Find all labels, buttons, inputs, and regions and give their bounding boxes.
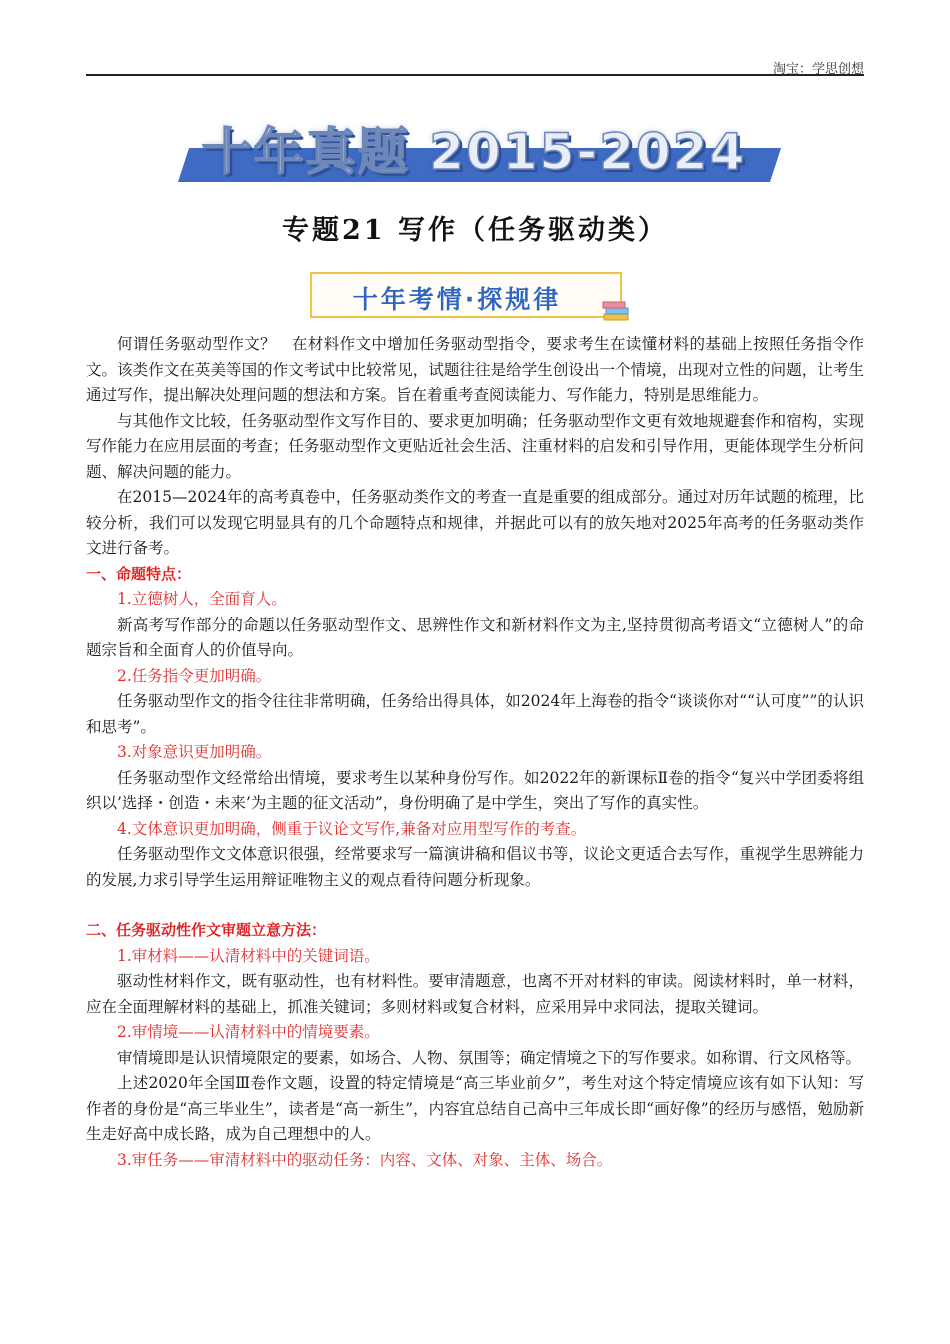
banner-text: 十年真题 2015-2024 <box>201 123 747 181</box>
section-badge <box>310 272 622 318</box>
intro-paragraph: 何谓任务驱动型作文？ 在材料作文中增加任务驱动型指令，要求考生在读懂材料的基础上按照任务指令作文。该类作文在英美等国的作文考试中比较常见，试题往往是给学生创设出一个情境，出现对立性的问题，让考生通过写作，提出解决处理问题的想法和方案。旨在着重考查阅读能力、写作能力，特别是思维能力。 <box>86 335 864 404</box>
body-paragraph: 上述2020年全国Ⅲ卷作文题，设置的特定情境是“高三毕业前夕”，考生对这个特定情境应该有如下认知：写作者的身份是“高三毕业生”，读者是“高一新生”，内容宜总结自己高中三年成长即“画好像”的经历与感悟，勉励新生走好高中成长路，成为自己理想中的人。 <box>86 1074 864 1143</box>
spacer <box>86 893 864 918</box>
subsection-heading: 2.任务指令更加明确。 <box>117 666 272 685</box>
body-paragraph: 任务驱动型作文文体意识很强，经常要求写一篇演讲稿和倡议书等，议论文更适合去写作，重视学生思辨能力的发展,力求引导学生运用辩证唯物主义的观点看待问题分析现象。 <box>86 845 864 889</box>
body-paragraph: 任务驱动型作文的指令往往非常明确，任务给出得具体，如2024年上海卷的指令“谈谈你对““认可度””的认识和思考”。 <box>86 692 864 736</box>
section-heading: 一、命题特点： <box>86 564 192 583</box>
intro-paragraph: 在2015—2024年的高考真卷中，任务驱动类作文的考查一直是重要的组成部分。通过对历年试题的梳理，比较分析，我们可以发现它明显具有的几个命题特点和规律，并据此可以有的放矢地对2025年高考的任务驱动类作文进行备考。 <box>86 488 864 557</box>
page-title: 专题21 写作（任务驱动类） <box>282 215 668 246</box>
books-icon <box>602 300 632 324</box>
subsection-heading: 4.文体意识更加明确，侧重于议论文写作,兼备对应用型写作的考查。 <box>117 819 587 838</box>
body-paragraph: 任务驱动型作文经常给出情境，要求考生以某种身份写作。如2022年的新课标Ⅱ卷的指令“复兴中学团委将组织以’选择・创造・未来’为主题的征文活动”，身份明确了是中学生，突出了写作的真实性。 <box>86 768 864 812</box>
header-source-text: 淘宝：学思创想 <box>772 62 864 77</box>
article-body <box>86 332 864 1173</box>
subsection-heading: 2.审情境——认清材料中的情境要素。 <box>117 1023 380 1041</box>
header-divider <box>86 74 864 76</box>
subsection-heading: 1.审材料——认清材料中的关键词语。 <box>117 946 380 965</box>
title-banner <box>178 112 770 184</box>
section-heading: 二、任务驱动性作文审题立意方法： <box>86 921 327 939</box>
intro-paragraph: 与其他作文比较，任务驱动型作文写作目的、要求更加明确；任务驱动型作文更有效地规避套作和宿构，实现写作能力在应用层面的考查；任务驱动型作文更贴近社会生活、注重材料的启发和引导作用，更能体现学生分析问题、解决问题的能力。 <box>86 411 864 481</box>
body-paragraph: 新高考写作部分的命题以任务驱动型作文、思辨性作文和新材料作文为主,坚持贯彻高考语文“立德树人”的命题宗旨和全面育人的价值导向。 <box>86 615 864 659</box>
subsection-heading: 3.对象意识更加明确。 <box>117 743 272 761</box>
badge-text: 十年考情·探规律 <box>352 285 562 314</box>
body-paragraph: 驱动性材料作文，既有驱动性，也有材料性。要审清题意，也离不开对材料的审读。阅读材料时，单一材料，应在全面理解材料的基础上，抓准关键词；多则材料或复合材料，应采用异中求同法，提取关键词。 <box>86 972 864 1016</box>
subsection-heading: 3.审任务——审清材料中的驱动任务：内容、文体、对象、主体、场合。 <box>117 1150 613 1169</box>
body-paragraph: 审情境即是认识情境限定的要素，如场合、人物、氛围等；确定情境之下的写作要求。如称谓、行文风格等。 <box>117 1048 862 1067</box>
subsection-heading: 1.立德树人，全面育人。 <box>117 590 287 608</box>
